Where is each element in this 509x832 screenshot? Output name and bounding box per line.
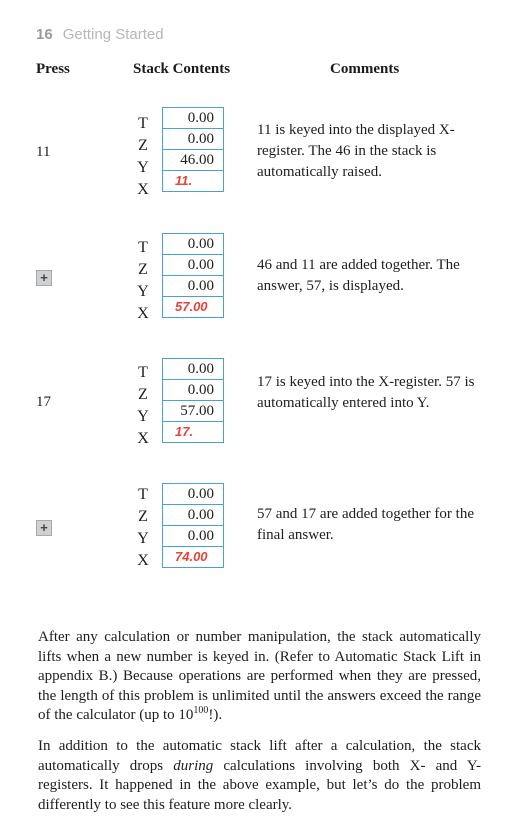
stack-cell-z: 0.00 [162, 504, 224, 525]
column-header-stack-contents: Stack Contents [133, 61, 231, 77]
stack-cell-x: 11. [162, 170, 224, 192]
page-number: 16 [36, 26, 53, 43]
exponent: 100 [193, 705, 209, 716]
register-labels [132, 484, 154, 572]
press-value-step-1: 11 [36, 144, 51, 160]
stack-cell-t: 0.00 [162, 358, 224, 379]
step-comment: 11 is keyed into the displayed X-register. The 46 in the stack is automatically raised. [257, 122, 455, 180]
stack-cell-t: 0.00 [162, 233, 224, 254]
register-label-z: Z [138, 137, 148, 154]
stack-display [162, 107, 224, 192]
register-label-y: Y [137, 530, 149, 547]
register-label-x: X [137, 430, 149, 447]
plus-key-icon: + [36, 520, 52, 536]
register-label-x: X [137, 552, 149, 569]
register-label-x: X [137, 305, 149, 322]
paragraph-text-end: calculations involving both X- and Y-registers. It happened in the above example, but let’s do the problem differently to see this feature more clearly. [38, 757, 481, 813]
body-paragraph-stack-drop [38, 737, 481, 815]
stack-cell-x: 17. [162, 421, 224, 443]
stack-cell-z: 0.00 [162, 254, 224, 275]
column-header-press: Press [36, 61, 70, 77]
section-title: Getting Started [62, 26, 164, 43]
stack-cell-z: 0.00 [162, 128, 224, 149]
column-header-comments: Comments [330, 61, 400, 77]
emphasis-text: during [173, 757, 214, 774]
page-header [36, 26, 164, 43]
stack-cell-y: 0.00 [162, 525, 224, 546]
stack-cell-y: 0.00 [162, 275, 224, 296]
stack-cell-y: 46.00 [162, 149, 224, 170]
register-labels [132, 113, 154, 201]
register-label-t: T [138, 239, 148, 256]
stack-cell-y: 57.00 [162, 400, 224, 421]
paragraph-text: After any calculation or number manipulation, the stack automatically lifts when a new number is keyed in. (Refer to Automatic Stack Lift in appendix B.) Because operations are performed when they are pressed, the length of this problem is unlimited until the answers exceed the range of the calculator (up to 10 [38, 629, 481, 723]
register-label-t: T [138, 486, 148, 503]
press-value-step-3: 17 [36, 394, 51, 410]
step-comment: 57 and 17 are added together for the final answer. [257, 506, 474, 543]
stack-display [162, 483, 224, 568]
stack-cell-x: 57.00 [162, 296, 224, 318]
register-label-z: Z [138, 386, 148, 403]
stack-display [162, 358, 224, 443]
stack-cell-x: 74.00 [162, 546, 224, 568]
paragraph-text-end: !). [208, 707, 223, 723]
stack-cell-t: 0.00 [162, 107, 224, 128]
register-label-y: Y [137, 408, 149, 425]
step-comment: 46 and 11 are added together. The answer, 57, is displayed. [257, 257, 460, 294]
register-labels [132, 362, 154, 450]
body-paragraph-stack-lift [38, 628, 481, 726]
register-label-y: Y [137, 283, 149, 300]
register-label-z: Z [138, 508, 148, 525]
stack-cell-z: 0.00 [162, 379, 224, 400]
register-label-t: T [138, 364, 148, 381]
register-label-y: Y [137, 159, 149, 176]
stack-cell-t: 0.00 [162, 483, 224, 504]
register-label-t: T [138, 115, 148, 132]
plus-key-icon: + [36, 270, 52, 286]
stack-display [162, 233, 224, 318]
register-labels [132, 237, 154, 325]
register-label-x: X [137, 181, 149, 198]
step-comment: 17 is keyed into the X-register. 57 is automatically entered into Y. [257, 374, 475, 411]
register-label-z: Z [138, 261, 148, 278]
paragraph-text: In addition to the automatic stack lift after a calculation, the stack automatically drops [38, 738, 481, 774]
